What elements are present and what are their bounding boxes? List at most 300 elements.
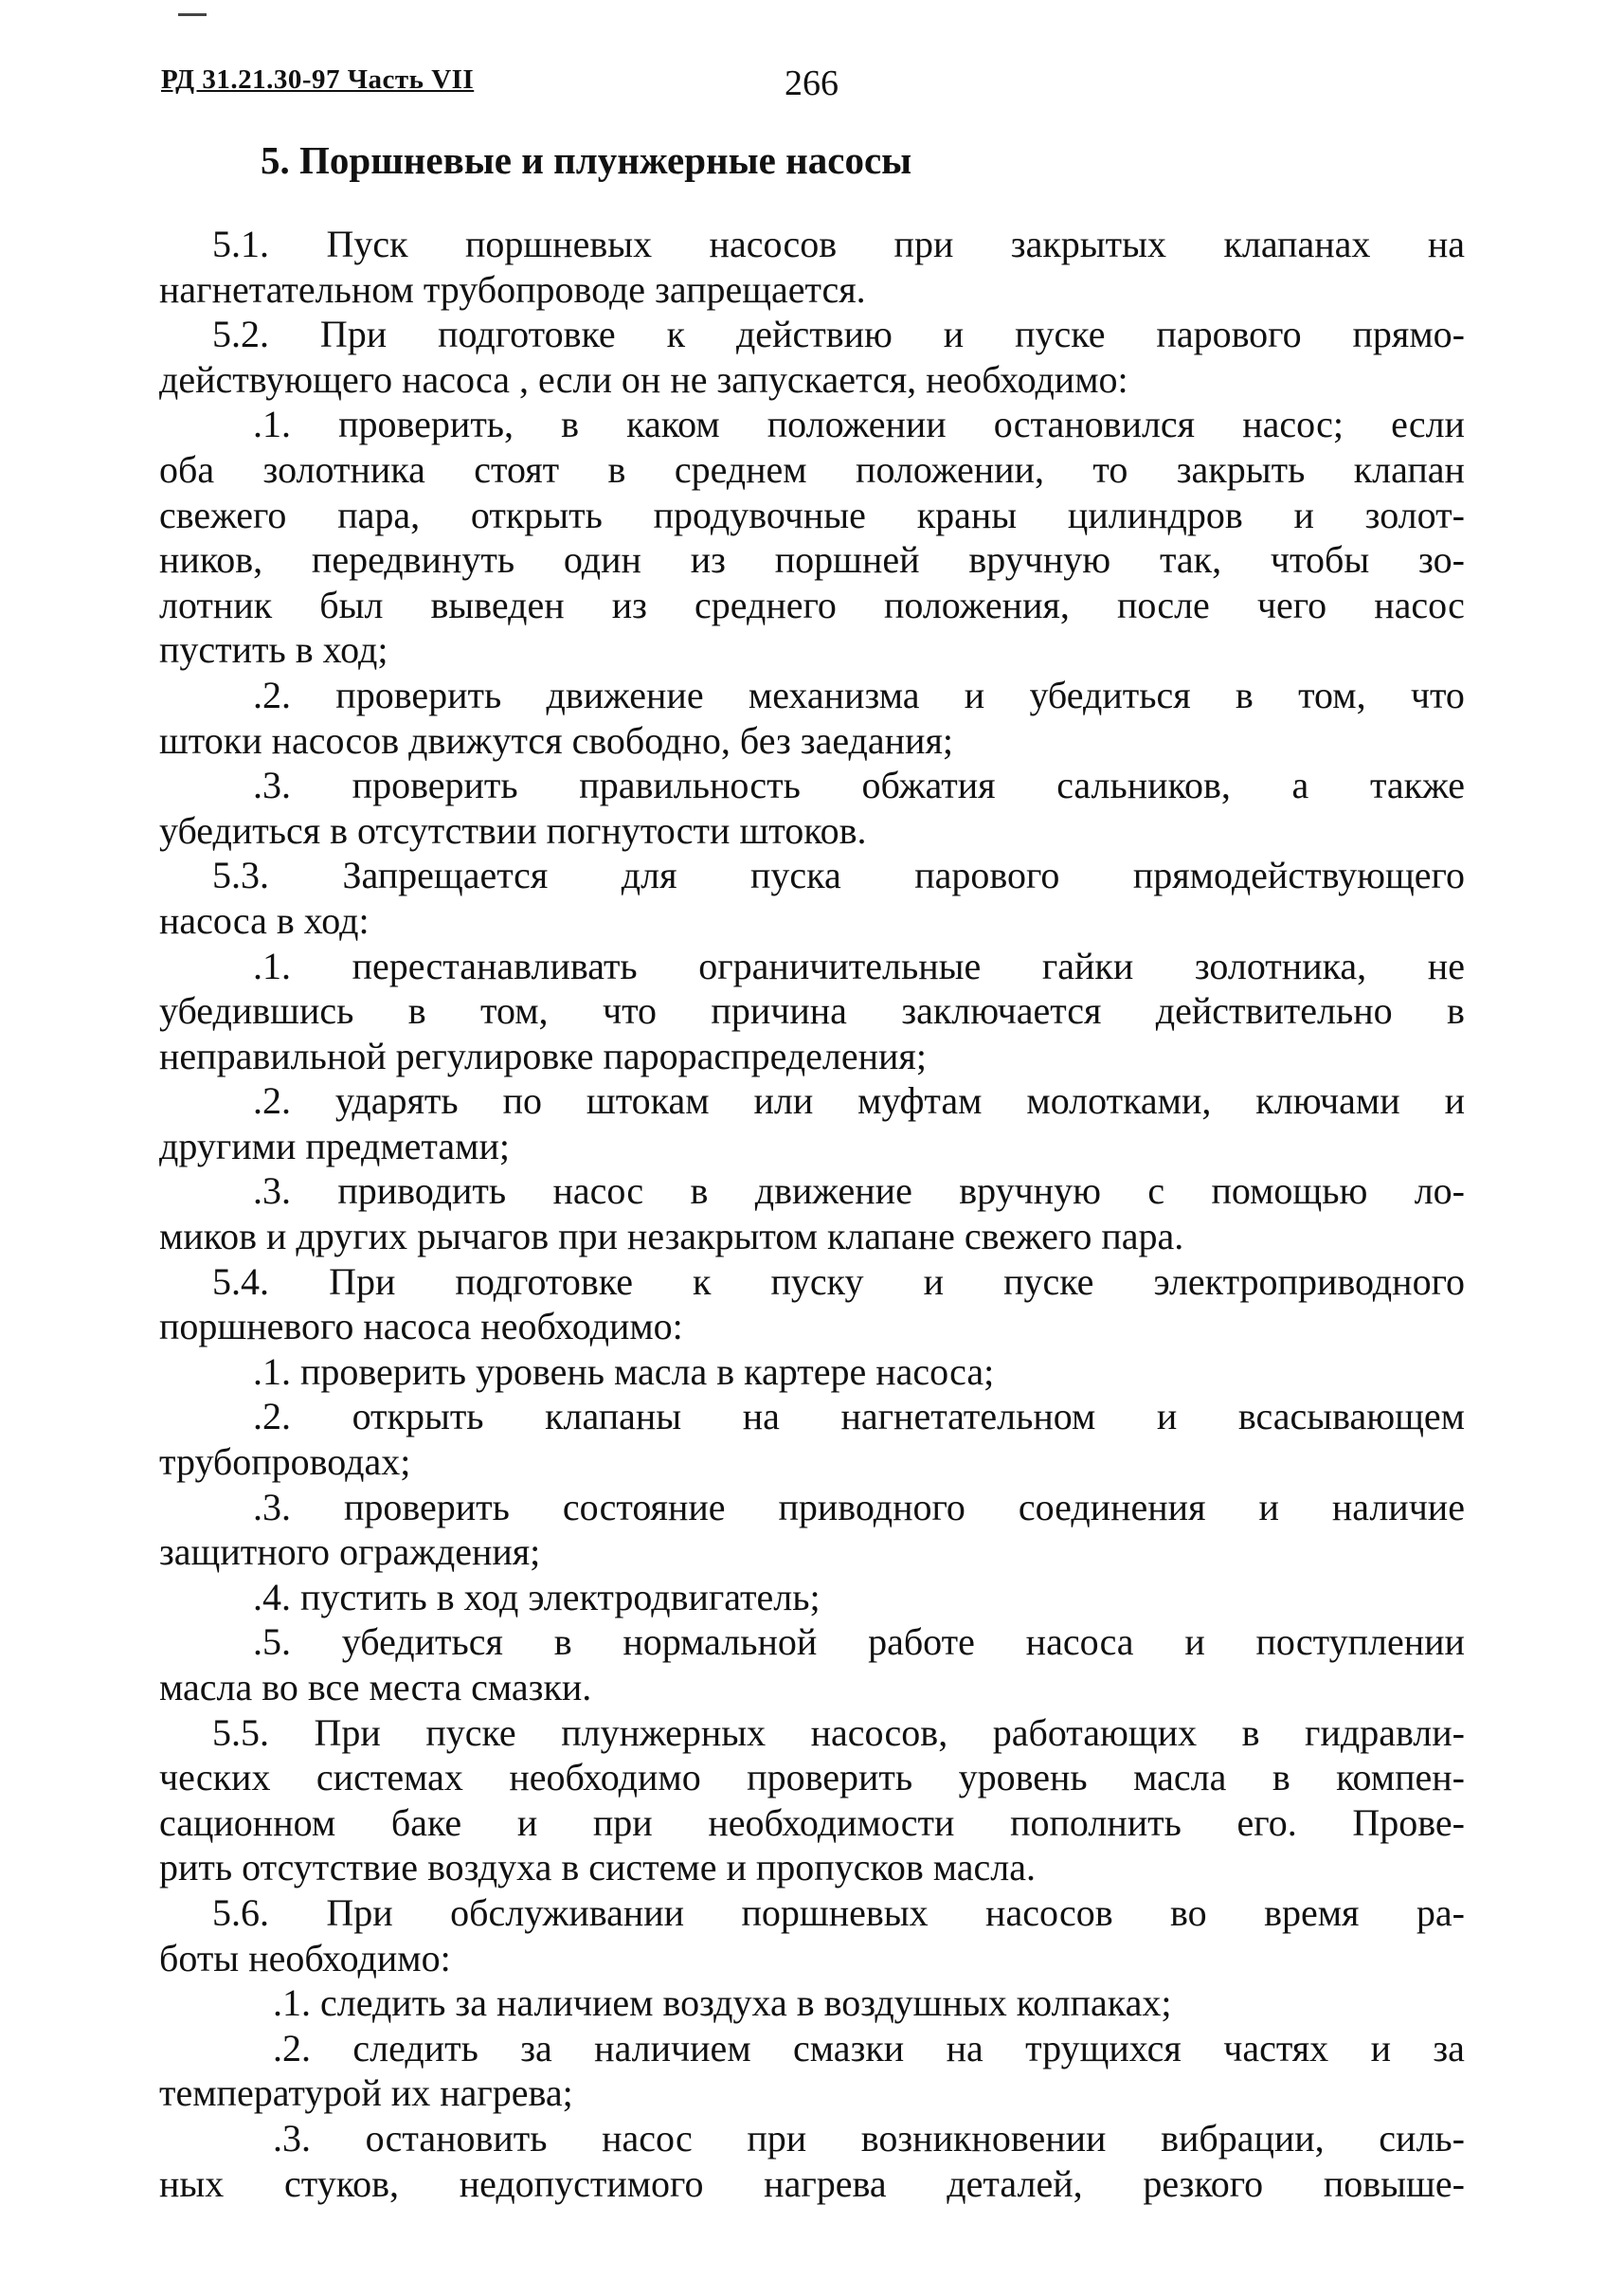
word: проверить [335,673,502,716]
word: .2. [253,1079,291,1123]
word: в [1447,989,1465,1033]
word: ных [159,2161,225,2205]
text-line [159,1485,1465,1530]
word: подготовке [438,313,616,356]
word: проверить, [338,403,514,446]
word: причина [711,989,847,1033]
text-line [159,312,1465,357]
word: отсутствие [242,1846,428,1889]
word: насоса [1025,1620,1134,1664]
word: если [538,357,622,401]
word: не [670,357,717,401]
word: места [369,1666,472,1708]
word: за [455,1981,496,2025]
text-line [159,853,1465,898]
word: уровень [958,1756,1088,1799]
word: в [716,1349,745,1393]
section-title: 5. Поршневые и плунжерные насосы [261,138,912,182]
word: и [1156,1395,1178,1438]
word: его. [1236,1800,1297,1844]
text-line [159,2026,1465,2071]
word: свободно, [571,718,740,762]
word: во [1170,1890,1207,1934]
word: другими [159,1124,306,1167]
word: остановить [365,2116,548,2159]
word: проверить [747,1756,913,1799]
word: при [558,1215,627,1258]
word: убедившись [159,989,354,1033]
word: клапаны [545,1395,682,1438]
text-line [159,944,1465,989]
word: боты [159,1936,249,1979]
word: проверить [352,764,518,807]
word: если [1391,403,1465,446]
word: в [561,403,580,446]
text-line [159,1214,1465,1259]
word: в [1235,673,1254,716]
word: всасывающем [1237,1395,1465,1438]
word: При [319,313,388,356]
word: зо- [1418,538,1465,582]
word: вибрации, [1161,2116,1325,2159]
text-line [159,1619,1465,1665]
word: движение [546,673,704,716]
word: оба [159,447,215,491]
page-number: 266 [785,63,839,103]
word: воздушных [823,1981,1017,2025]
word: Пуск [326,223,408,265]
word: заедания; [800,718,953,762]
word: во [262,1666,308,1708]
word: свежего [964,1215,1102,1258]
text-line [159,1394,1465,1439]
word: ход; [322,628,388,672]
word: необходимо [509,1756,701,1799]
word: пуска [749,854,841,897]
text-line [159,1439,1465,1485]
word: .3. [273,2116,311,2159]
word: в [796,1981,824,2025]
text-line [159,1665,1465,1710]
word: При [326,1890,393,1934]
word: при [893,223,954,265]
word: смазки [793,2026,905,2069]
word: в [690,1169,709,1213]
word: в [276,898,304,942]
word: .1. [253,944,291,987]
word: запускается, [716,357,927,401]
word: воздуха [662,1981,797,2025]
word: остановился [993,403,1196,446]
word: масла. [932,1846,1036,1889]
word: проверить [300,1349,476,1393]
word: том, [480,989,549,1033]
word: нагрева [764,2161,887,2205]
word: деталей, [947,2161,1083,2205]
word: ников, [159,538,263,582]
word: пара. [1101,1215,1184,1258]
word: поршневых [464,223,653,265]
word: на [742,1395,780,1438]
word: был [319,583,384,626]
word: температурой [159,2071,391,2115]
word: закрытых [1010,223,1166,265]
word: следить [352,2026,478,2069]
word: погнутости [546,808,740,852]
word: насосов [985,1890,1113,1934]
word: при [747,2116,807,2159]
word: убедиться [159,808,331,852]
word: и [964,673,985,716]
text-line [159,357,1465,403]
word: в [1272,1756,1290,1799]
word: стоят [474,447,560,491]
word: их [390,2071,441,2115]
word: необходимо: [248,1936,451,1979]
text-line [159,1034,1465,1079]
word: убедиться [341,1620,503,1664]
word: ограждения; [339,1530,541,1574]
word: не [1427,944,1465,987]
word: передвинуть [311,538,515,582]
word: муфтам [857,1079,983,1123]
word: работе [868,1620,975,1664]
word: трубопроводах; [159,1440,411,1484]
word: плунжерных [561,1710,767,1754]
word: насоса [363,1305,481,1348]
word: ударять [334,1079,459,1123]
word: .4. [253,1575,300,1618]
word: ческих [159,1756,271,1799]
text-line [159,1980,1465,2026]
word: действующего [159,357,403,401]
word: в [407,989,426,1033]
word: положении [767,403,947,446]
word: прямо- [1352,313,1465,356]
text-line [159,583,1465,628]
word: действительно [1155,989,1393,1033]
word: .2. [253,673,291,716]
word: наличием [594,2026,751,2069]
word: краны [916,493,1018,536]
word: пропусков [755,1846,933,1889]
text-line [159,1755,1465,1800]
word: 5.3. [212,854,269,897]
word: миков [159,1215,267,1258]
word: насоса [159,898,277,942]
word: свежего [159,493,287,536]
word: нагрева; [440,2071,573,2115]
word: электродвигатель; [528,1575,821,1618]
word: .1. [253,403,291,446]
text-line [159,627,1465,673]
word: из [611,583,647,626]
word: недопустимого [459,2161,704,2205]
word: насоса [402,357,520,401]
word: и [1293,493,1314,536]
word: нагнетательном [159,267,424,311]
word: пустить [300,1575,437,1618]
word: также [1369,764,1465,807]
word: в [295,628,323,672]
word: в [1241,1710,1260,1754]
word: соединения [1018,1485,1206,1528]
word: .2. [273,2026,311,2069]
word: ключами [1255,1079,1400,1123]
word: в [561,1846,589,1889]
word: прямодействующего [1132,854,1465,897]
word: парораспределения; [603,1034,927,1077]
word: к [693,1259,712,1303]
word: насос [552,1169,644,1213]
word: при [592,1800,653,1844]
word: воздуха [427,1846,562,1889]
text-line [159,1936,1465,1981]
word: ход: [303,898,370,942]
text-line [159,1259,1465,1305]
word: поступлении [1255,1620,1465,1664]
word: возникновении [860,2116,1107,2159]
word: масла [614,1349,717,1393]
word: сальников, [1056,764,1231,807]
word: масла [1133,1756,1227,1799]
word: пополнить [1010,1800,1182,1844]
word: пустить [159,628,296,672]
word: среднем [674,447,807,491]
word: наличием [496,1981,663,2025]
word: резкого [1143,2161,1264,2205]
text-line [159,1078,1465,1124]
page-header [161,57,1469,114]
document-code: РД 31.21.30-97 Часть VII [161,64,475,95]
word: поршневых [741,1890,929,1934]
word: правильность [579,764,801,807]
word: в [553,1620,572,1664]
word: нормальной [623,1620,818,1664]
word: .1. [273,1981,320,2025]
text-line [159,267,1465,313]
word: убедиться [1029,673,1191,716]
word: перестанавливать [352,944,638,987]
word: повыше- [1323,2161,1465,2205]
text-line [159,1529,1465,1575]
word: время [1264,1890,1360,1934]
word: отсутствии [357,808,547,852]
word: помощью [1211,1169,1368,1213]
document-body [159,222,1465,2206]
word: Прове- [1352,1800,1465,1844]
word: молотками, [1026,1079,1212,1123]
word: и [923,1259,945,1303]
word: из [690,538,726,582]
word: пуске [425,1710,516,1754]
word: чего [1256,583,1327,626]
word: штокам [586,1079,710,1123]
text-line [159,402,1465,447]
word: Запрещается [342,854,549,897]
word: и [1184,1620,1205,1664]
word: в [607,447,626,491]
word: на [1427,223,1465,265]
word: клапане [826,1215,965,1258]
word: системе [588,1846,727,1889]
text-line [159,2116,1465,2161]
text-line [159,718,1465,764]
word: в [330,808,358,852]
word: рычагов [417,1215,559,1258]
word: вручную [968,538,1111,582]
word: продувочные [653,493,866,536]
word: ра- [1416,1890,1465,1934]
word: пуску [770,1259,864,1303]
word: пуске [1003,1259,1094,1303]
word: движутся [408,718,572,762]
text-line [159,1845,1465,1890]
word: за [520,2026,552,2069]
text-line [159,1710,1465,1756]
word: 5.5. [212,1710,269,1754]
word: наличие [1331,1485,1465,1528]
word: .3. [253,1169,291,1213]
word: и [266,1215,297,1258]
word: золот- [1364,493,1465,536]
word: обжатия [861,764,996,807]
word: положения, [883,583,1070,626]
word: рить [159,1846,243,1889]
word: .3. [253,1485,291,1528]
word: штоки [159,718,272,762]
word: работающих [992,1710,1198,1754]
word: положении, [856,447,1044,491]
text-line [159,1800,1465,1846]
word: 5.4. [212,1259,269,1303]
word: , [519,357,539,401]
text-line [159,1575,1465,1620]
text-line [159,1124,1465,1169]
word: ло- [1414,1169,1465,1213]
word: все [307,1666,370,1708]
word: один [563,538,641,582]
word: чтобы [1270,538,1370,582]
word: после [1116,583,1210,626]
text-line [159,447,1465,493]
word: поршневого [159,1305,364,1348]
word: он [621,357,671,401]
word: ограничительные [698,944,982,987]
word: что [602,989,658,1033]
word: лотник [159,583,273,626]
word: по [502,1079,542,1123]
word: обслуживании [450,1890,685,1934]
word: .1. [253,1349,300,1393]
word: механизма [748,673,920,716]
word: и [726,1846,756,1889]
word: что [1410,673,1465,716]
word: насосов [709,223,838,265]
word: парового [914,854,1060,897]
word: том, [1298,673,1366,716]
word: проверить [343,1485,510,1528]
word: картере [744,1349,876,1393]
word: и [1444,1079,1465,1123]
text-line [159,808,1465,854]
word: вручную [959,1169,1101,1213]
word: 5.6. [212,1890,269,1934]
word: 5.2. [212,313,269,356]
word: предметами; [305,1124,510,1167]
word: .3. [253,764,291,807]
word: золотника, [1194,944,1367,987]
word: системах [316,1756,463,1799]
word: открыть [352,1395,484,1438]
word: насос; [1242,403,1344,446]
word: .5. [253,1620,291,1664]
word: движение [754,1169,912,1213]
word: за [1433,2026,1465,2069]
word: насоса; [875,1349,995,1393]
word: уровень [475,1349,615,1393]
word: .2. [253,1395,291,1438]
word: трубопроводе [423,267,656,311]
word: защитного [159,1530,340,1574]
text-line [159,1304,1465,1349]
word: к [666,313,686,356]
text-line [159,2161,1465,2207]
word: закрыть [1176,447,1306,491]
word: открыть [470,493,603,536]
word: насосов, [810,1710,948,1754]
word: неправильной [159,1034,396,1077]
word: поршней [774,538,920,582]
word: и [516,1800,538,1844]
word: При [314,1710,381,1754]
word: для [621,854,677,897]
word: необходимо: [480,1305,683,1348]
text-line [159,1349,1465,1395]
word: а [1291,764,1309,807]
word: гайки [1041,944,1134,987]
word: так, [1159,538,1222,582]
word: золотника [262,447,425,491]
word: запрещается. [655,267,866,311]
word: клапан [1353,447,1465,491]
word: незакрытом [626,1215,827,1258]
word: необходимо: [926,357,1128,401]
word: и [1370,2026,1391,2069]
word: следить [320,1981,456,2025]
word: приводить [337,1169,507,1213]
word: насос [1374,583,1465,626]
word: пара, [337,493,421,536]
word: стуков, [283,2161,399,2205]
word: состояние [562,1485,726,1528]
word: нагнетательном [840,1395,1096,1438]
text-line [159,2070,1465,2116]
word: приводного [778,1485,965,1528]
word: пуске [1015,313,1106,356]
word: штоков. [739,808,867,852]
word: или [753,1079,814,1123]
word: других [296,1215,418,1258]
word: сационном [159,1800,336,1844]
text-line [159,988,1465,1034]
word: с [1147,1169,1165,1213]
text-line [159,898,1465,944]
word: и [1258,1485,1279,1528]
word: регулировке [395,1034,604,1077]
text-line [159,493,1465,538]
word: насосов [271,718,409,762]
